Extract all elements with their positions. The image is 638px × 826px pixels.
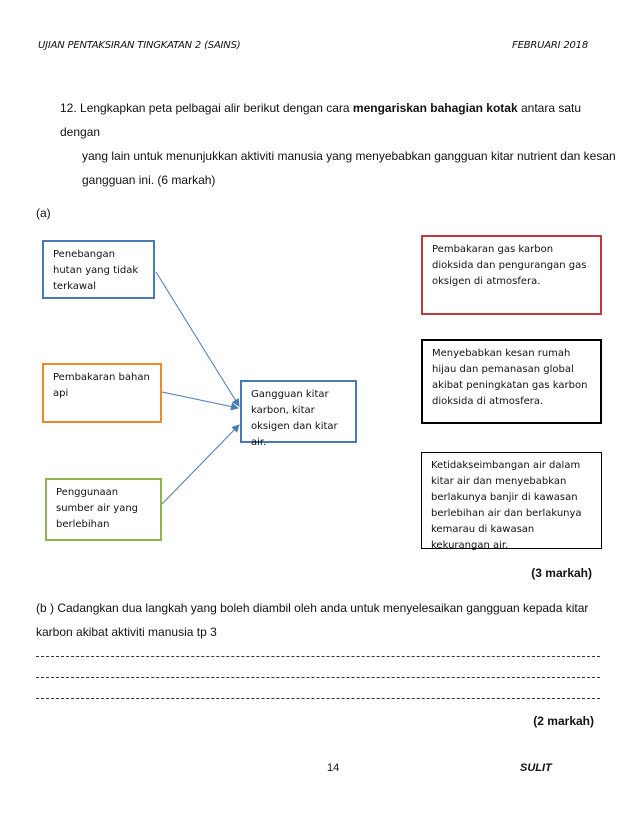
part-b-line-1: (b ) Cadangkan dua langkah yang boleh diambil oleh anda untuk menyelesaikan gangguan kepada kitar bbox=[36, 601, 589, 615]
sulit-label: SULIT bbox=[520, 762, 552, 774]
part-a-label: (a) bbox=[36, 206, 51, 220]
center-box-cycle-disruption: Gangguan kitar karbon, kitar oksigen dan kitar air. bbox=[240, 380, 357, 443]
question-number: 12. bbox=[60, 101, 77, 115]
answer-line-3[interactable] bbox=[36, 698, 600, 699]
question-line-2: yang lain untuk menunjukkan aktiviti manusia yang menyebabkan gangguan kitar nutrient dan kesan bbox=[82, 149, 616, 163]
answer-line-2[interactable] bbox=[36, 677, 600, 678]
part-b-marks: (2 markah) bbox=[533, 714, 594, 728]
effect-box-gas-burning: Pembakaran gas karbon dioksida dan pengurangan gas oksigen di atmosfera. bbox=[421, 235, 602, 315]
question-text-start: Lengkapkan peta pelbagai alir berikut dengan cara bbox=[80, 101, 353, 115]
cause-box-deforestation: Penebangan hutan yang tidak terkawal bbox=[42, 240, 155, 299]
question-line-3: gangguan ini. (6 markah) bbox=[82, 173, 216, 187]
part-b-line-2: karbon akibat aktiviti manusia tp 3 bbox=[36, 625, 217, 639]
arrow-from-water-overuse bbox=[162, 425, 239, 504]
header-date: FEBRUARI 2018 bbox=[512, 40, 588, 51]
effect-box-greenhouse: Menyebabkan kesan rumah hijau dan pemanasan global akibat peningkatan gas karbon dioksida di atmosfera. bbox=[421, 339, 602, 424]
cause-box-fuel-burning: Pembakaran bahan api bbox=[42, 363, 162, 423]
arrow-from-deforestation bbox=[156, 272, 239, 406]
header-title: UJIAN PENTAKSIRAN TINGKATAN 2 (SAINS) bbox=[38, 40, 241, 51]
question-bold-phrase: mengariskan bahagian kotak bbox=[352, 101, 518, 115]
part-a-marks: (3 markah) bbox=[531, 566, 592, 580]
cause-box-water-overuse: Penggunaan sumber air yang berlebihan bbox=[45, 478, 162, 541]
page-number: 14 bbox=[327, 762, 340, 774]
answer-line-1[interactable] bbox=[36, 656, 600, 657]
part-b-question bbox=[36, 596, 616, 644]
question-text-end: antara satu dengan bbox=[60, 101, 582, 139]
effect-box-water-imbalance: Ketidakseimbangan air dalam kitar air dan menyebabkan berlakunya banjir di kawasan berlebihan air dan berlakunya kemarau di kawasan kekurangan air. bbox=[421, 452, 602, 549]
arrow-from-fuel-burning bbox=[162, 392, 238, 408]
